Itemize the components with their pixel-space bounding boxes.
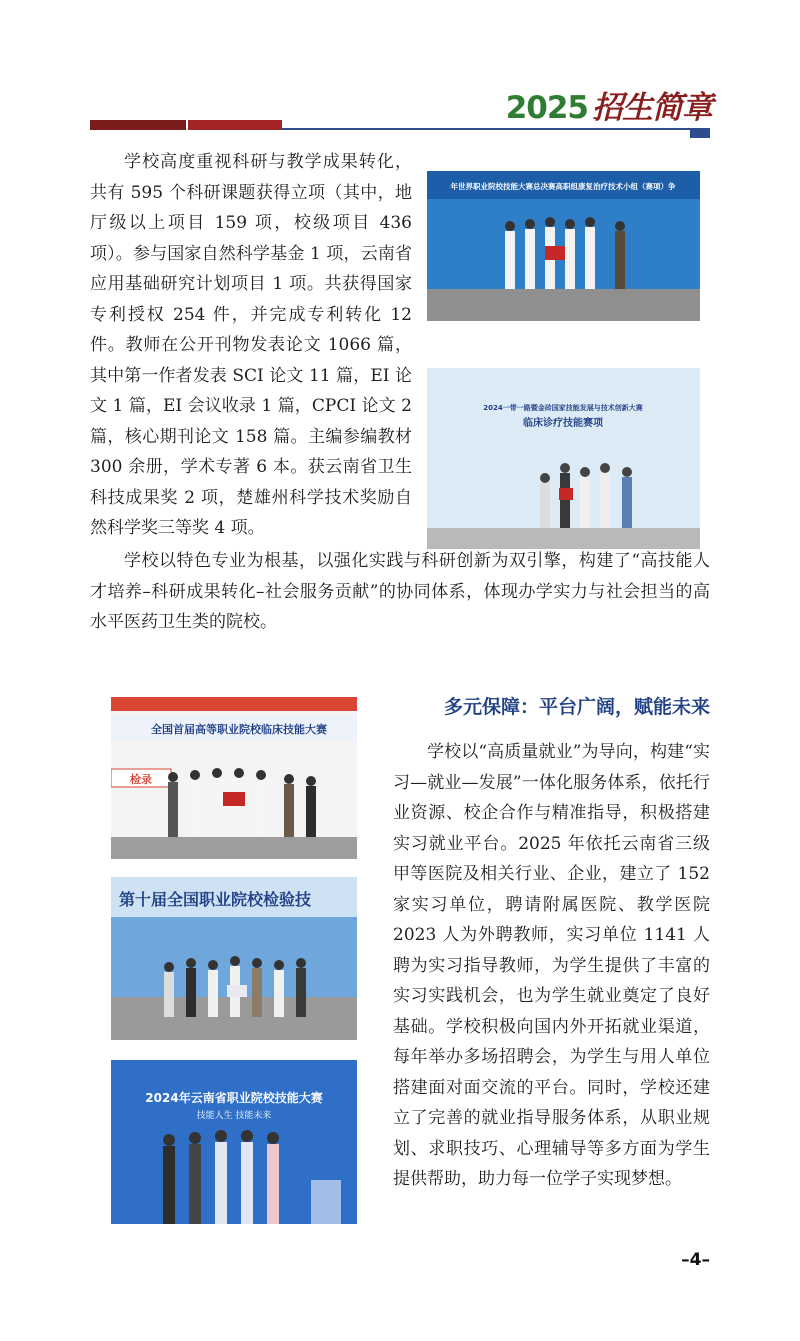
photo2-banner-line2: 临床诊疗技能赛项 [523, 418, 603, 429]
section-heading: 多元保障：平台广阔，赋能未来 [443, 696, 710, 718]
employment-paragraph: 学校以“高质量就业”为导向，构建“实习—就业—发展”一体化服务体系，依托行业资源、校企合作与精准指导，积极搭建实习就业平台。2025 年依托云南省三级甲等医院及相关行业、企业，建立了 152 家实习单位，聘请附属医院、教学医院 2023 人为外聘教师，实习单位 1141 人聘为实习指导教师，为学生提供了丰富的实习实践机会，也为学生就业奠定了良好基础。学校积极向国内外开拓就业渠道，每年举办多场招聘会，为学生与用人单位搭建面对面交流的平台。同时，学校还建立了完善的就业指导服务体系，从职业规划、求职技巧、心理辅导等多方面为学生提供帮助，助力每一位学子实现梦想。 [393, 742, 710, 1189]
header-rule-dark-red [90, 120, 186, 130]
photo3-banner: 全国首届高等职业院校临床技能大赛 [151, 723, 327, 736]
photo1-banner: 年世界职业院校技能大赛总决赛高职组康复治疗技术小组（赛项）争 [450, 182, 676, 191]
header-brochure-title: 招生简章 [592, 90, 712, 126]
photo5-banner-line2: 技能人生 技能未来 [196, 1111, 272, 1121]
photo2-banner-line1: 2024一带一路暨金砖国家技能发展与技术创新大赛 [483, 404, 643, 412]
header-rule-red [188, 120, 282, 130]
system-paragraph: 学校以特色专业为根基，以强化实践与科研创新为双引擎，构建了“高技能人才培养–科研成果转化–社会服务贡献”的协同体系，体现办学实力与社会担当的高水平医药卫生类的院校。 [90, 551, 710, 632]
photo4-banner: 第十届全国职业院校检验技 [119, 890, 312, 909]
photo3-sign: 检录 [130, 773, 152, 786]
header-rule-blue [282, 128, 690, 130]
photo-clinical-diagnosis-competition [427, 368, 700, 549]
header-year: 2025 [505, 90, 588, 126]
photo-clinical-skills-competition [111, 697, 357, 859]
photo-yunnan-skills-competition [111, 1060, 357, 1224]
header-rule-blue-block [690, 128, 710, 138]
photo5-banner-line1: 2024年云南省职业院校技能大赛 [145, 1091, 323, 1105]
page-number: –4– [681, 1250, 710, 1270]
photo-national-laboratory-skills [111, 877, 357, 1040]
research-paragraph: 学校高度重视科研与教学成果转化，共有 595 个科研课题获得立项（其中，地厅级以上项目 159 项，校级项目 436 项）。参与国家自然科学基金 1 项，云南省应用基础研究计划项目 1 项。共获得国家专利授权 254 件，并完成专利转化 12 件。教师在公开刊物发表论文 1066 篇，其中第一作者发表 SCI 论文 11 篇，EI 论文 1 篇，EI 会议收录 1 篇，CPCI 论文 2 篇，核心期刊论文 158 篇。主编参编教材 300 余册，学术专著 6 本。获云南省卫生科技成果奖 2 项，楚雄州科学技术奖励自然科学奖三等奖 4 项。 [90, 152, 412, 538]
photo-world-skills-competition [427, 171, 700, 321]
header-title [506, 82, 712, 127]
